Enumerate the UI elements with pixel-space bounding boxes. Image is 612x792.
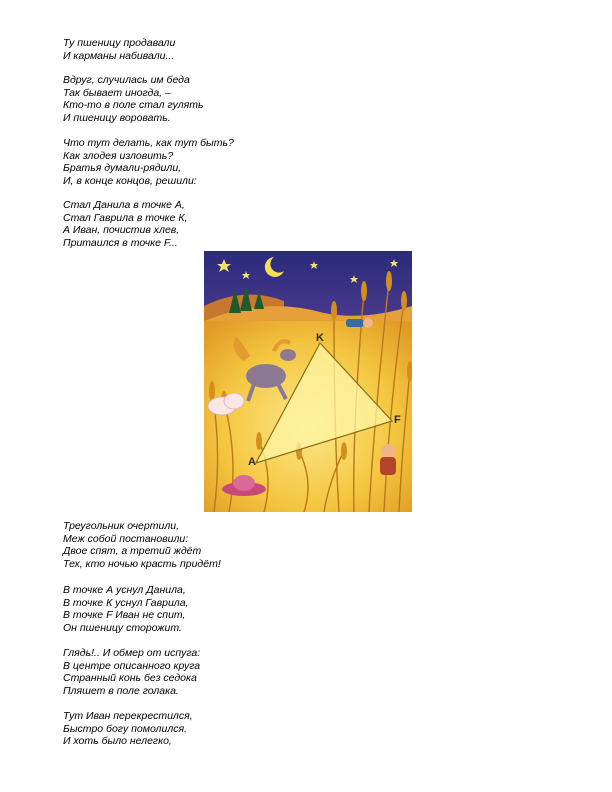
text-line: И пшеницу воровать.: [63, 111, 171, 124]
point-label-f: F: [394, 414, 401, 426]
stanza-2: [63, 74, 204, 124]
text-line: В центре описанного круга: [63, 659, 201, 672]
stanza-4: [63, 199, 187, 249]
text-line: Глядь!.. И обмер от испуга:: [63, 647, 201, 659]
text-line: И карманы набивали...: [63, 49, 175, 62]
text-line: Быстро богу помолился.: [63, 722, 188, 735]
text-line: Ту пшеницу продавали: [63, 37, 176, 49]
stanza-8: [63, 710, 193, 748]
text-line: Он пшеницу сторожит.: [63, 621, 182, 634]
text-line: Двое спят, а третий ждёт: [63, 545, 202, 557]
point-label-k: K: [316, 332, 324, 344]
sleeping-figure-k: [346, 318, 373, 328]
stanza-5: [63, 520, 221, 570]
text-line: Как злодея изловить?: [63, 149, 174, 162]
text-line: Стал Гаврила в точке К,: [63, 211, 188, 224]
stanza-3: [63, 137, 234, 187]
text-line: Что тут делать, как тут быть?: [63, 137, 234, 149]
text-line: В точке К уснул Гаврила,: [63, 596, 189, 609]
text-line: Кто-то в поле стал гулять: [63, 99, 204, 111]
text-line: В точке F Иван не спит,: [63, 609, 186, 621]
text-line: Треугольник очертили,: [63, 520, 179, 532]
text-line: В точке А уснул Данила,: [63, 584, 186, 596]
text-line: Тех, кто ночью красть придёт!: [63, 557, 221, 570]
stanza-1: [63, 37, 175, 62]
text-line: И, в конце концов, решили:: [63, 174, 197, 187]
text-line: Братья думали-рядили,: [63, 162, 182, 174]
figure-ivan-f: [380, 444, 396, 475]
text-line: Так бывает иногда, –: [63, 86, 171, 99]
text-line: Меж собой постановили:: [63, 532, 189, 545]
text-line: Вдруг, случилась им беда: [63, 74, 190, 86]
stanza-6: [63, 584, 188, 634]
wheat-field-illustration: [204, 251, 412, 512]
text-line: А Иван, почистив хлев,: [63, 224, 180, 236]
text-line: Тут Иван перекрестился,: [63, 710, 193, 722]
text-line: Притаился в точке F...: [63, 236, 178, 249]
text-line: Стал Данила в точке А,: [63, 199, 185, 211]
text-line: И хоть было нелегко,: [63, 735, 172, 747]
text-line: Странный конь без седока: [63, 672, 197, 684]
point-label-a: A: [248, 456, 256, 468]
stanza-7: [63, 647, 200, 697]
text-line: Пляшет в поле голака.: [63, 684, 179, 697]
